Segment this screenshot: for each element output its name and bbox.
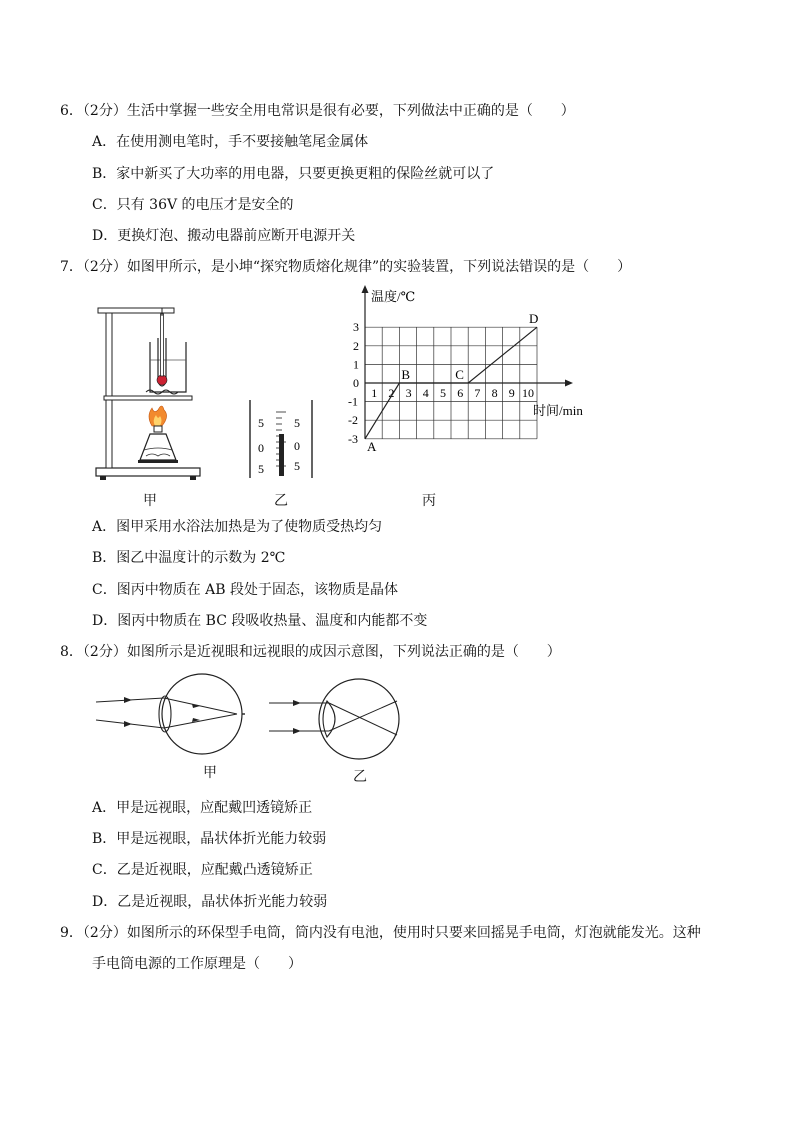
y-axis-label: 温度/℃ — [371, 289, 416, 304]
thermo-left-label-5-bottom: 5 — [258, 462, 264, 476]
y-tick-label: -1 — [348, 394, 358, 409]
x-tick-label: 2 — [388, 386, 395, 400]
thermo-right-label-0: 0 — [294, 439, 300, 453]
eye-diagram-yi — [265, 677, 405, 767]
x-tick-label: 7 — [474, 386, 481, 400]
point-label-a: A — [367, 438, 377, 454]
y-tick-label: -2 — [348, 413, 358, 428]
x-tick-label: 9 — [508, 386, 515, 400]
x-tick-label: 6 — [457, 386, 464, 400]
x-axis-label: 时间/min — [533, 403, 583, 418]
melting-curve-chart — [340, 285, 610, 465]
x-tick-label: 5 — [440, 386, 446, 400]
q7-option-c: C．图丙中物质在 AB 段处于固态，该物质是晶体 — [92, 582, 399, 598]
q8-option-a: A．甲是远视眼，应配戴凹透镜矫正 — [92, 800, 313, 816]
q9-stem-line2: 手电筒电源的工作原理是（ ） — [92, 956, 302, 972]
y-tick-label: -3 — [348, 431, 358, 446]
thermo-left-label-5-top: 5 — [258, 416, 264, 430]
q8-option-c: C．乙是近视眼，应配戴凸透镜矫正 — [92, 862, 313, 878]
q6-option-c: C．只有 36V 的电压才是安全的 — [92, 197, 294, 213]
q6-option-a: A．在使用测电笔时，手不要接触笔尾金属体 — [92, 134, 369, 150]
y-tick-label: 1 — [353, 357, 359, 372]
thermometer-figure — [242, 398, 322, 480]
eye-diagram-jia — [92, 672, 252, 762]
eye-yi-caption: 乙 — [353, 769, 367, 785]
y-tick-label: 3 — [353, 320, 359, 335]
q7-stem: 7．（2分）如图甲所示，是小坤“探究物质熔化规律”的实验装置，下列说法错误的是（ ） — [60, 259, 632, 275]
point-label-b: B — [401, 367, 411, 382]
x-tick-label: 8 — [491, 386, 498, 400]
q6-option-b: B．家中新买了大功率的用电器，只要更换更粗的保险丝就可以了 — [92, 166, 495, 182]
thermo-right-label-5-top: 5 — [294, 416, 300, 430]
heating-apparatus-figure — [92, 300, 207, 485]
thermo-left-label-0: 0 — [258, 441, 264, 455]
x-tick-label: 1 — [371, 386, 378, 400]
y-tick-label: 0 — [353, 376, 359, 390]
q7-option-b: B．图乙中温度计的示数为 2℃ — [92, 550, 286, 566]
thermo-right-label-5-bottom: 5 — [294, 459, 300, 473]
eye-jia-caption: 甲 — [203, 765, 217, 781]
q7-option-a: A．图甲采用水浴法加热是为了使物质受热均匀 — [92, 519, 383, 535]
y-tick-label: 2 — [353, 338, 359, 353]
q8-stem: 8．（2分）如图所示是近视眼和远视眼的成因示意图，下列说法正确的是（ ） — [60, 644, 561, 660]
point-label-c: C — [455, 367, 464, 382]
q6-stem: 6．（2分）生活中掌握一些安全用电常识是很有必要，下列做法中正确的是（ ） — [60, 103, 575, 119]
q8-option-d: D．乙是近视眼，晶状体折光能力较弱 — [92, 894, 328, 910]
figure-jia-caption: 甲 — [143, 493, 157, 509]
x-axis-arrow — [565, 380, 573, 387]
q6-option-d: D．更换灯泡、搬动电器前应断开电源开关 — [92, 228, 356, 244]
y-axis-arrow — [362, 285, 369, 293]
x-tick-label: 3 — [405, 386, 412, 400]
figure-bing-caption: 丙 — [422, 493, 436, 509]
q7-option-d: D．图丙中物质在 BC 段吸收热量、温度和内能都不变 — [92, 613, 428, 629]
q8-option-b: B．甲是远视眼，晶状体折光能力较弱 — [92, 831, 327, 847]
q9-stem-line1: 9．（2分）如图所示的环保型手电筒，筒内没有电池，使用时只要来回摇晃手电筒，灯泡就能发光。这种 — [60, 925, 701, 941]
x-tick-label: 10 — [522, 386, 534, 400]
x-tick-label: 4 — [422, 386, 429, 400]
figure-yi-caption: 乙 — [274, 493, 288, 509]
point-label-d: D — [529, 311, 539, 327]
